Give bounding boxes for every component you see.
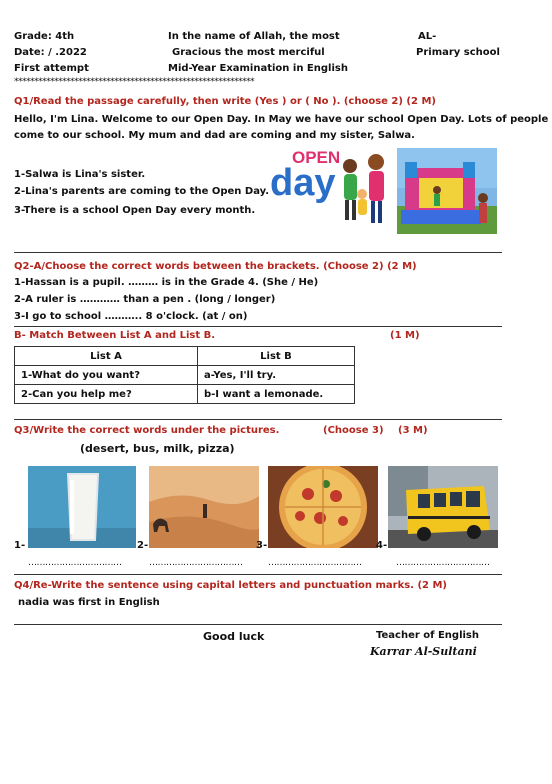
match-table [14,346,355,404]
q4-sentence: nadia was first in English [18,597,160,608]
q1-title: Q1/Read the passage carefully, then write (Yes ) or ( No ). (choose 2) (2 M) [14,96,436,107]
q1-item-2: 2-Lina's parents are coming to the Open Day. [14,186,270,197]
milk-picture [28,466,136,548]
exam-title: Mid-Year Examination in English [168,63,348,74]
school-line-2: Primary school [416,47,500,58]
bouncy-castle-image [397,148,497,234]
divider-q1 [14,252,502,253]
teacher-name: Karrar Al-Sultani [370,645,477,658]
pizza-picture [268,466,378,548]
open-day-logo [270,148,394,234]
attempt-label: First attempt [14,63,89,74]
q2a-title: Q2-A/Choose the correct words between the brackets. (Choose 2) (2 M) [14,261,417,272]
q2b-title: B- Match Between List A and List B. [14,330,216,341]
answer-blank-4[interactable]: …………………………… [396,558,490,568]
picture-label-3: 3- [256,540,268,551]
q3-marks: (3 M) [398,425,428,436]
q1-passage-line-2: come to our school. My mum and dad are coming and my sister, Salwa. [14,130,415,141]
bismillah-line-1: In the name of Allah, the most [168,31,340,42]
picture-label-1: 1- [14,540,26,551]
q3-word-bank: (desert, bus, milk, pizza) [80,442,235,455]
q2a-item-3: 3-I go to school ……….. 8 o'clock. (at / on) [14,311,248,322]
q1-item-3: 3-There is a school Open Day every month. [14,205,256,216]
list-b-cell: b-I want a lemonade. [198,385,355,404]
list-a-cell: 2-Can you help me? [15,385,198,404]
bismillah-line-2: Gracious the most merciful [172,47,325,58]
q2b-marks: (1 M) [390,330,420,341]
picture-label-2: 2- [137,540,149,551]
school-line-1: AL- [418,31,437,42]
list-b-header: List B [198,347,355,366]
q2a-item-1: 1-Hassan is a pupil. ……… is in the Grade 4. (She / He) [14,277,319,288]
q3-choose: (Choose 3) [323,425,384,436]
good-luck: Good luck [203,630,265,643]
table-row [15,366,355,385]
open-day-logo-top: OPEN [292,148,341,167]
q2a-item-2: 2-A ruler is ………… than a pen . (long / longer) [14,294,276,305]
bouncy-castle-photo [397,148,497,234]
bus-picture [388,466,498,548]
desert-picture [149,466,259,548]
teacher-label: Teacher of English [376,630,480,641]
desert-image [149,466,259,548]
q4-answer-line[interactable] [14,624,502,625]
table-row [15,385,355,404]
answer-blank-2[interactable]: …………………………… [149,558,243,568]
list-b-cell: a-Yes, I'll try. [198,366,355,385]
pizza-image [268,466,378,548]
picture-label-4: 4- [376,540,388,551]
answer-blank-3[interactable]: …………………………… [268,558,362,568]
kids-illustration [336,152,394,234]
q4-title: Q4/Re-Write the sentence using capital letters and punctuation marks. (2 M) [14,580,447,591]
list-a-cell: 1-What do you want? [15,366,198,385]
header-divider: ************************************************************ [14,77,254,87]
school-bus-image [388,466,498,548]
divider-q3 [14,574,502,575]
answer-blank-1[interactable]: …………………………… [28,558,122,568]
q3-title: Q3/Write the correct words under the pictures. [14,425,280,436]
q1-item-1: 1-Salwa is Lina's sister. [14,169,146,180]
date-label: Date: / .2022 [14,47,87,58]
grade-label: Grade: 4th [14,31,75,42]
milk-glass-image [28,466,136,548]
divider-q2a [14,326,502,327]
open-day-logo-bottom: day [270,162,336,204]
q1-passage-line-1: Hello, I'm Lina. Welcome to our Open Day. In May we have our school Open Day. Lots of people [14,114,549,125]
list-a-header: List A [15,347,198,366]
divider-q2 [14,419,502,420]
match-table-header [15,347,355,366]
